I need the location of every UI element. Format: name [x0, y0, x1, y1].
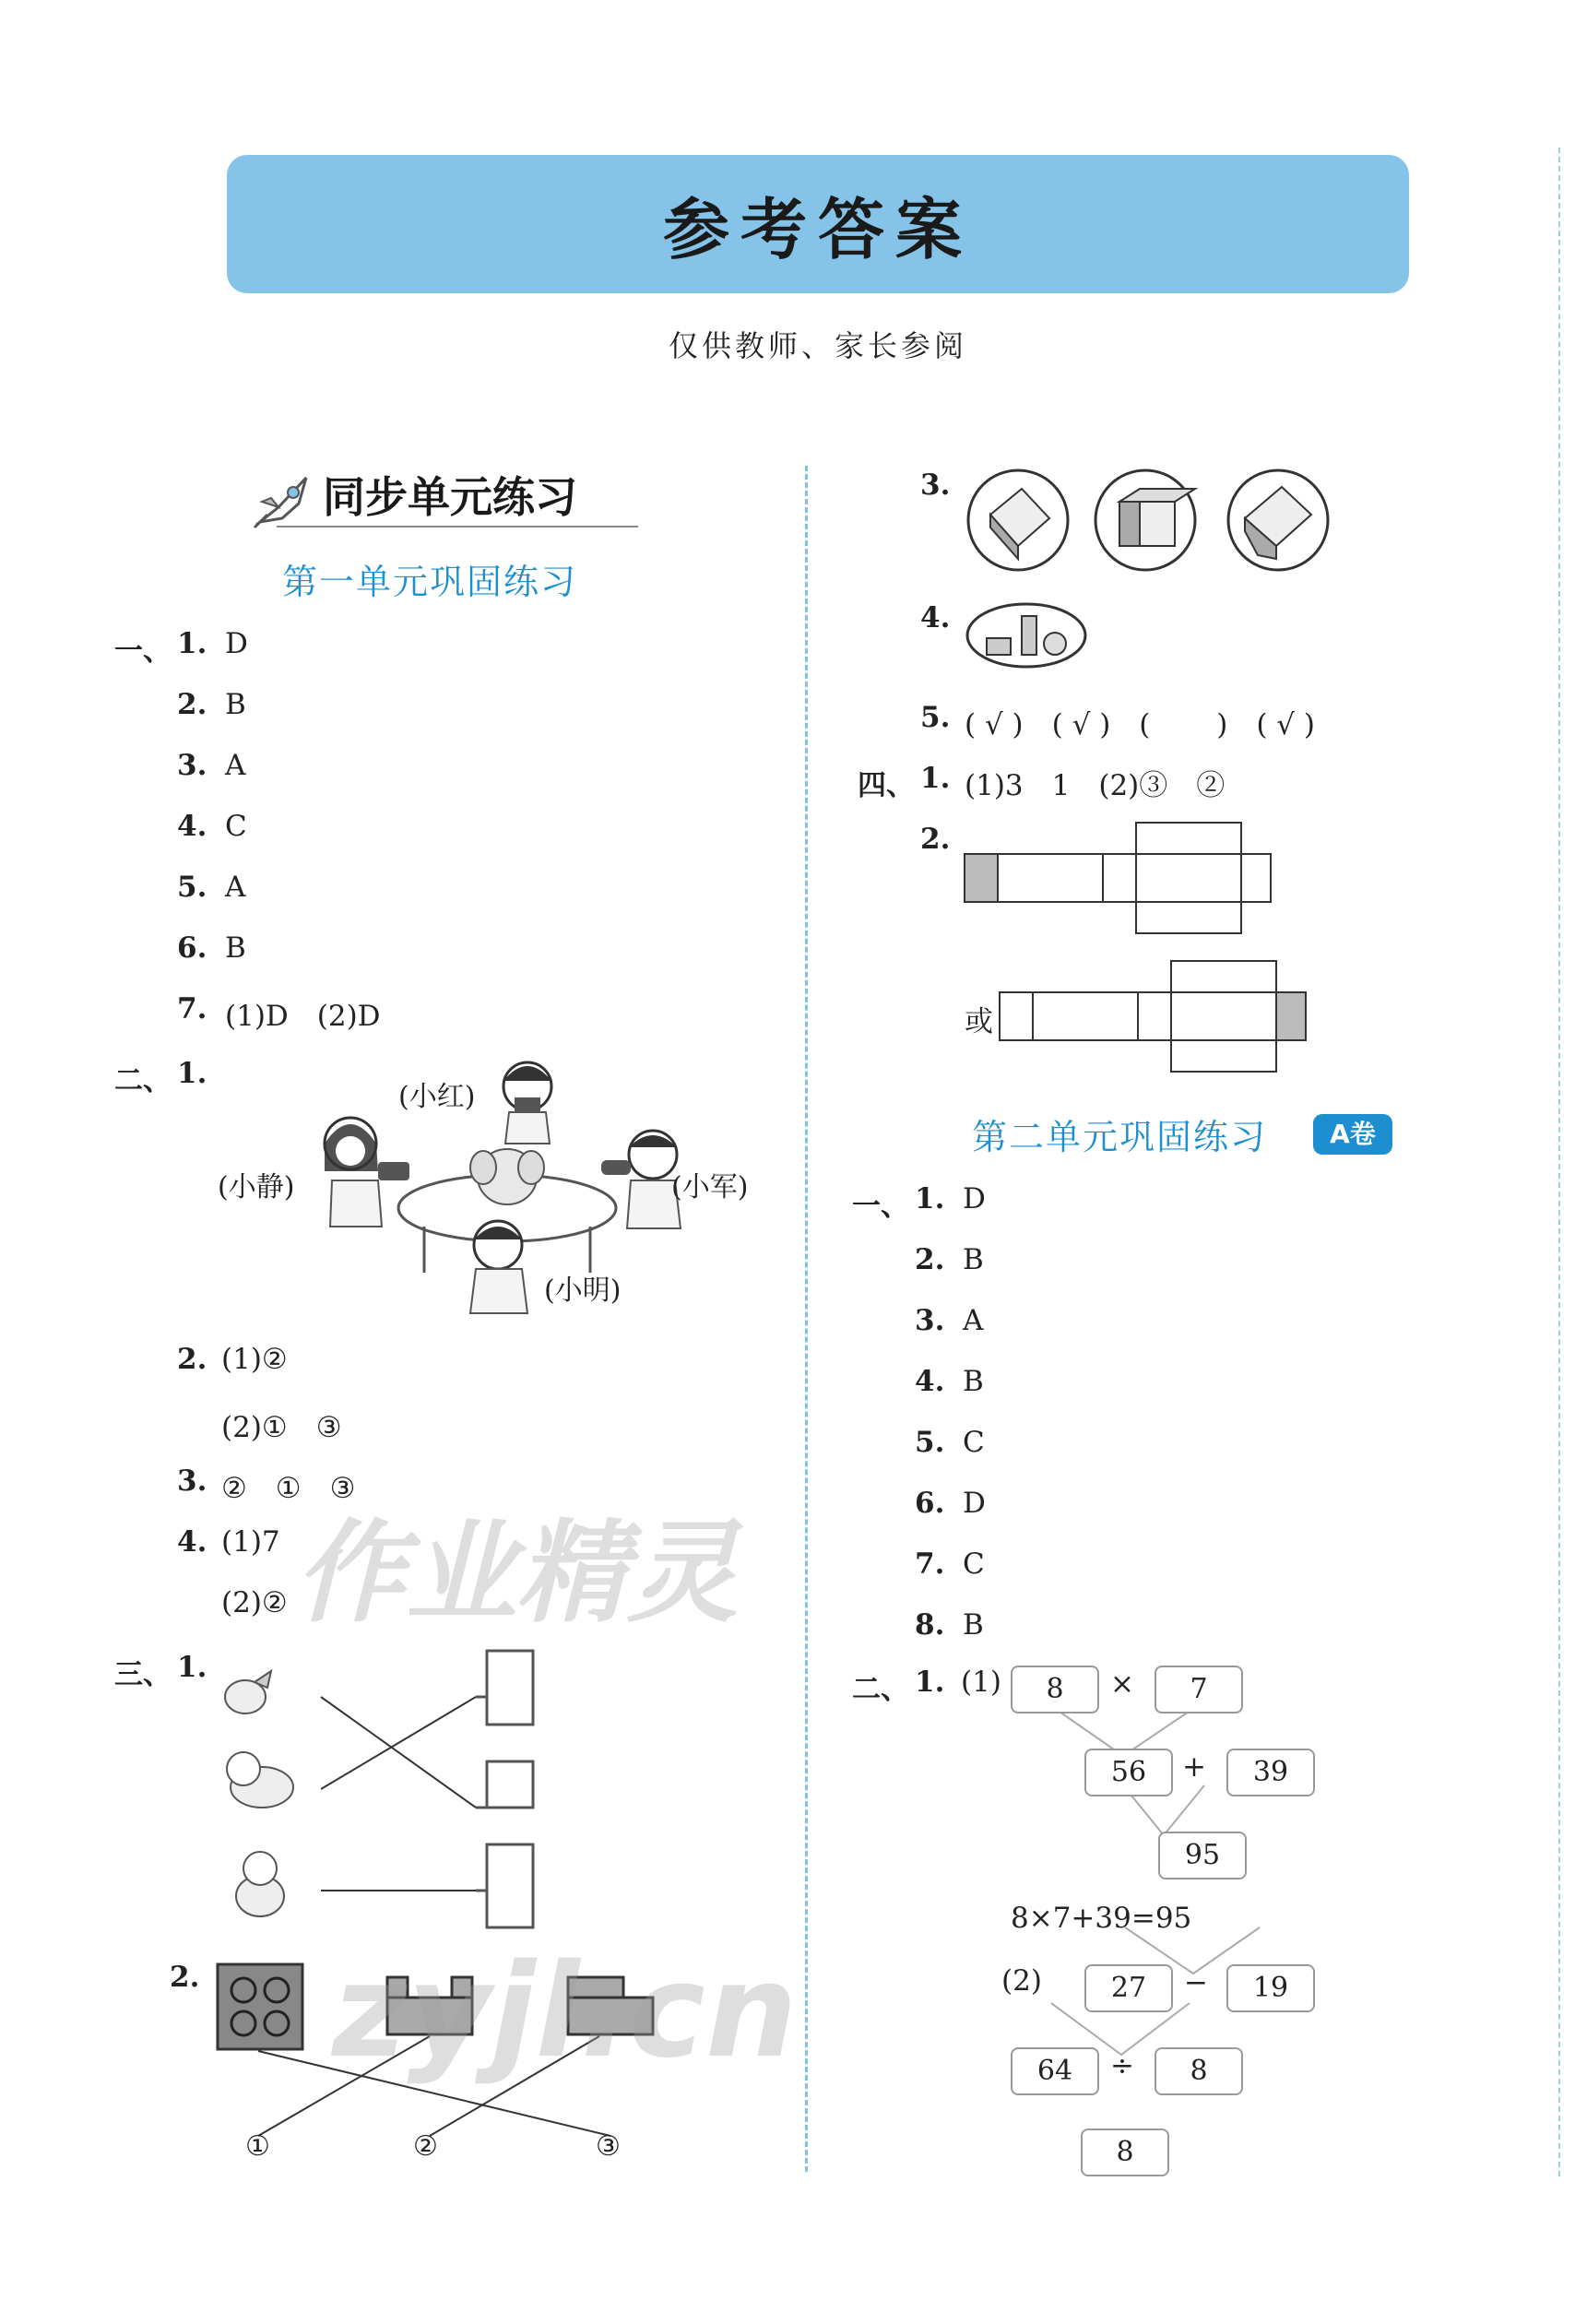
- answer-text: D: [963, 1182, 986, 1215]
- cube-views-diagram: [965, 467, 1343, 577]
- answer-text: C: [963, 1547, 985, 1581]
- question-number: 6.: [915, 1487, 945, 1520]
- calc-box: 64: [1011, 2047, 1099, 2095]
- equation: 8×7+39=95: [1011, 1902, 1192, 1935]
- question-number: 5.: [915, 1426, 945, 1459]
- question-number: 4.: [177, 810, 207, 843]
- question-number: 8.: [915, 1608, 945, 1642]
- cuboid-net-diagram-2: [998, 959, 1308, 1073]
- animal-matching-diagram: [218, 1642, 550, 1937]
- question-number: 3.: [177, 1464, 207, 1498]
- part-label: 一、: [114, 634, 172, 668]
- calc-box: 19: [1226, 1964, 1315, 2012]
- sub-label: (1): [961, 1666, 1001, 1699]
- question-number: 7.: [915, 1547, 945, 1581]
- calc-box: 8: [1081, 2128, 1169, 2176]
- question-number: 1.: [915, 1666, 945, 1699]
- question-number: 3.: [920, 468, 951, 502]
- operator: +: [1182, 1750, 1206, 1784]
- answer-text: (1)3 1 (2)③ ②: [965, 769, 1226, 802]
- answer-text: C: [225, 810, 247, 843]
- option-label: ②: [413, 2130, 438, 2163]
- volume-badge: A卷: [1313, 1114, 1392, 1155]
- answer-text: B: [225, 688, 246, 721]
- question-number: 1.: [177, 1651, 207, 1684]
- name-label: (小静): [218, 1171, 295, 1204]
- shapes-oval-diagram: [965, 601, 1088, 670]
- question-number: 1.: [177, 1057, 207, 1090]
- page-title: 参考答案: [662, 191, 973, 268]
- answer-text: (2)②: [221, 1586, 288, 1619]
- operator: ×: [1110, 1667, 1134, 1701]
- calc-box: 8: [1011, 1666, 1099, 1713]
- rocket-icon: [251, 470, 317, 529]
- kids-table-illustration: [314, 1051, 701, 1319]
- calc-box: 27: [1084, 1964, 1173, 2012]
- answer-text: A: [225, 871, 246, 904]
- answer-text: B: [963, 1243, 984, 1276]
- cuboid-net-diagram-1: [963, 821, 1273, 935]
- answer-text: D: [963, 1487, 986, 1520]
- name-label: (小红): [398, 1081, 476, 1113]
- question-number: 3.: [177, 749, 207, 782]
- question-number: 2.: [177, 688, 207, 721]
- answer-text: A: [963, 1304, 984, 1337]
- section-underline: [277, 526, 638, 528]
- question-number: 6.: [177, 931, 207, 965]
- question-number: 5.: [920, 701, 951, 734]
- answer-text: (1)②: [221, 1343, 288, 1376]
- operator: −: [1184, 1966, 1208, 1999]
- unit1-title: 第一单元巩固练习: [282, 562, 578, 602]
- unit2-title: 第二单元巩固练习: [972, 1117, 1268, 1157]
- question-number: 7.: [177, 992, 207, 1026]
- edge-divider: [1558, 148, 1560, 2176]
- name-label: (小军): [671, 1171, 749, 1204]
- answer-text: ( √ ) ( √ ) ( ) ( √ ): [965, 708, 1315, 741]
- answer-text: (1)D (2)D: [225, 1000, 381, 1033]
- part-label: 三、: [114, 1658, 172, 1691]
- title-banner: [227, 155, 1409, 293]
- calc-box: 7: [1155, 1666, 1243, 1713]
- question-number: 2.: [177, 1343, 207, 1376]
- watermark-text: 作业精灵: [295, 1510, 738, 1638]
- part-label: 二、: [852, 1673, 909, 1706]
- answer-text: A: [225, 749, 246, 782]
- calc-box: 8: [1155, 2047, 1243, 2095]
- answer-text: ② ① ③: [221, 1472, 356, 1505]
- operator: ÷: [1110, 2049, 1134, 2082]
- answer-text: C: [963, 1426, 985, 1459]
- question-number: 4.: [920, 601, 951, 634]
- option-label: ①: [245, 2130, 270, 2163]
- answer-text: B: [225, 931, 246, 965]
- answer-text: (1)7: [221, 1525, 280, 1559]
- question-number: 2.: [920, 823, 951, 856]
- calc-box: 56: [1084, 1749, 1173, 1796]
- question-number: 2.: [170, 1961, 200, 1994]
- question-number: 4.: [177, 1525, 207, 1559]
- answer-text: B: [963, 1608, 984, 1642]
- sub-label: (2): [1001, 1964, 1042, 1998]
- answer-text: B: [963, 1365, 984, 1398]
- part-label: 四、: [858, 769, 915, 802]
- option-label: ③: [596, 2130, 621, 2163]
- calc-box: 39: [1226, 1749, 1315, 1796]
- part-label: 一、: [852, 1190, 909, 1223]
- answer-text: D: [225, 627, 248, 660]
- part-label: 二、: [114, 1064, 172, 1097]
- page-subtitle: 仅供教师、家长参阅: [668, 328, 967, 363]
- section-title: 同步单元练习: [323, 472, 577, 522]
- calc-box: 95: [1158, 1832, 1247, 1879]
- or-label: 或: [965, 1005, 993, 1038]
- question-number: 4.: [915, 1365, 945, 1398]
- question-number: 1.: [177, 627, 207, 660]
- column-divider: [805, 466, 808, 2172]
- question-number: 2.: [915, 1243, 945, 1276]
- question-number: 5.: [177, 871, 207, 904]
- name-label: (小明): [544, 1275, 622, 1307]
- question-number: 3.: [915, 1304, 945, 1337]
- answer-text: (2)① ③: [221, 1411, 342, 1444]
- question-number: 1.: [915, 1182, 945, 1215]
- question-number: 1.: [920, 762, 951, 795]
- watermark-url: zyjl.cn: [332, 1937, 798, 2087]
